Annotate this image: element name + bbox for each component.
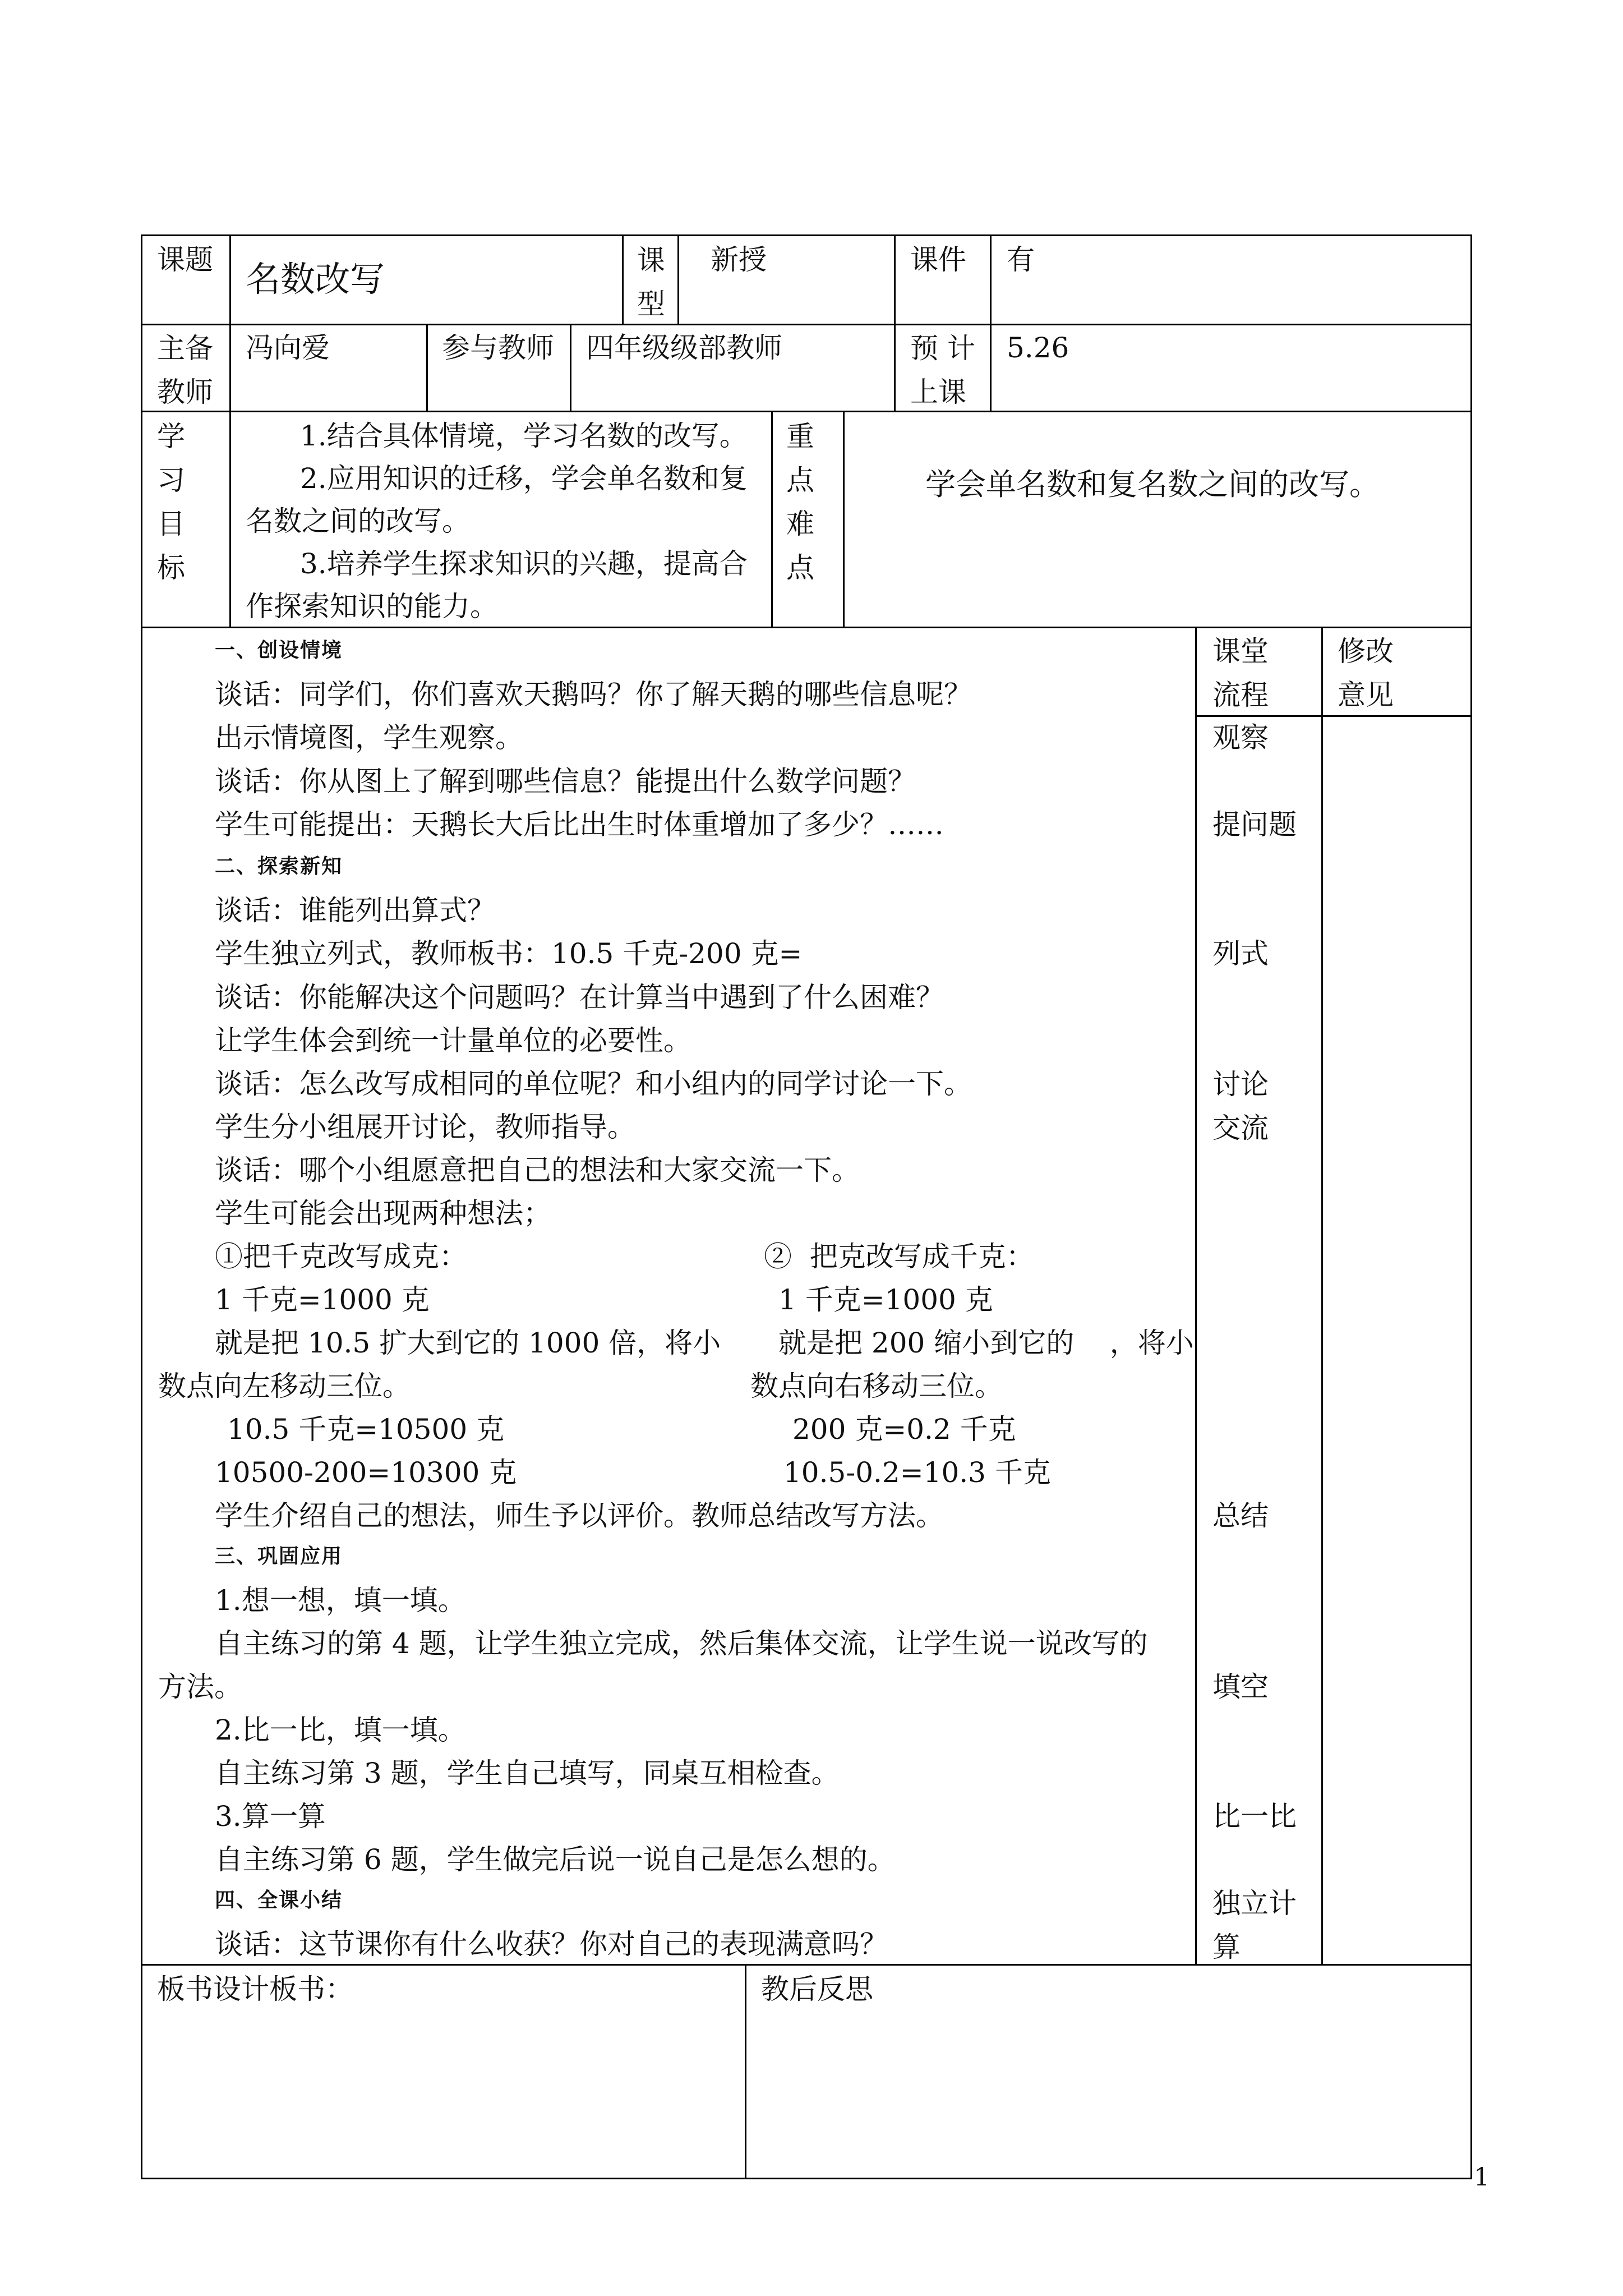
process-line: 出示情境图，学生观察。 [215,721,523,754]
process-line: 学生独立列式，教师板书：10.5 千克-200 克= [215,937,803,970]
courseware-value: 有 [1007,243,1035,276]
section-4-title: 四、全课小结 [215,1889,343,1912]
table-border [570,324,571,412]
process-line: 谈话：你从图上了解到哪些信息？能提出什么数学问题？ [215,765,916,798]
process-line: 1.想一想，填一填。 [215,1584,466,1617]
table-border [141,411,1472,412]
flow-note: 观察 [1212,721,1269,754]
flow-note: 提问题 [1212,808,1297,841]
lesson-topic: 名数改写 [246,259,385,300]
process-line: 学生介绍自己的想法，师生予以评价。教师总结改写方法。 [215,1499,944,1532]
process-line: 让学生体会到统一计量单位的必要性。 [215,1024,691,1057]
process-line: 谈话：同学们，你们喜欢天鹅吗？你了解天鹅的哪些信息呢？ [215,678,972,711]
label-type: 课 型 [637,244,665,320]
section-1-title: 一、创设情境 [215,639,343,662]
label-planned-class: 预 计 上课 [910,332,975,408]
table-border [1321,627,1323,1966]
objective-2: 2.应用知识的迁移，学会单名数和复 [300,462,748,495]
label-key-points: 重 点 难 点 [786,420,814,584]
page-number: 1 [1474,2163,1490,2192]
method-1-line: 10500-200=10300 克 [215,1456,517,1489]
table-border [622,234,624,325]
label-participants: 参与教师 [442,332,554,364]
board-design-label: 板书设计板书： [157,1973,353,2005]
method-2-line: 数点向右移动三位。 [750,1370,1003,1402]
lesson-type: 新授 [711,243,767,276]
flow-note: 独立计 算 [1212,1887,1297,1963]
process-line: 学生可能会出现两种想法； [215,1197,551,1230]
table-border [843,411,845,628]
flow-note: 讨论 交流 [1212,1068,1269,1144]
label-class-flow: 课堂 流程 [1212,635,1269,711]
process-line: 学生可能提出：天鹅长大后比出生时体重增加了多少？…… [215,808,944,841]
table-border [745,1964,746,2179]
label-topic: 课题 [157,243,213,276]
method-1-title: ①把千克改写成克： [215,1240,467,1273]
table-border [1470,234,1472,2179]
table-border [229,234,231,628]
label-courseware: 课件 [910,243,966,276]
objective-3: 3.培养学生探求知识的兴趣，提高合 [300,547,748,580]
objective-2-cont: 名数之间的改写。 [246,505,470,537]
table-border [1195,627,1197,1966]
flow-note: 总结 [1212,1499,1269,1532]
label-objectives: 学 习 目 标 [157,420,185,584]
method-1-line: 1 千克=1000 克 [215,1283,430,1316]
process-line: 2.比一比，填一填。 [215,1714,466,1746]
reflection-label: 教后反思 [761,1973,873,2005]
process-line: 谈话：怎么改写成相同的单位呢？和小组内的同学讨论一下。 [215,1068,972,1100]
method-2-line: 就是把 200 缩小到它的 ，将小 [778,1327,1194,1359]
lead-teacher: 冯向爱 [246,332,330,364]
method-2-line: 200 克=0.2 千克 [792,1413,1016,1446]
table-border [771,411,773,628]
process-line: 谈话：这节课你有什么收获？你对自己的表现满意吗？ [215,1928,888,1961]
process-line: 谈话：谁能列出算式？ [215,894,495,927]
process-line: 学生分小组展开讨论，教师指导。 [215,1111,635,1143]
table-border [141,234,1472,236]
process-line: 谈话：你能解决这个问题吗？在计算当中遇到了什么困难？ [215,981,944,1014]
label-lead-teacher: 主备 教师 [157,332,213,408]
flow-note: 列式 [1212,937,1269,970]
method-1-line: 数点向左移动三位。 [158,1370,411,1402]
objective-1: 1.结合具体情境，学习名数的改写。 [300,420,748,452]
method-2-line: 10.5-0.2=10.3 千克 [783,1456,1051,1489]
section-2-title: 二、探索新知 [215,855,343,878]
table-border [141,324,1472,325]
planned-date: 5.26 [1007,332,1069,364]
process-line: 谈话：哪个小组愿意把自己的想法和大家交流一下。 [215,1154,860,1186]
table-border [677,234,679,325]
method-1-line: 10.5 千克=10500 克 [227,1413,505,1446]
flow-note: 比一比 [1212,1800,1297,1833]
table-border [894,234,896,412]
table-border [141,2178,1472,2179]
process-line: 方法。 [158,1671,242,1703]
process-line: 自主练习的第 4 题，让学生独立完成，然后集体交流，让学生说一说改写的 [215,1627,1148,1660]
flow-note: 填空 [1212,1671,1269,1703]
method-2-title: ② 把克改写成千克： [764,1240,1034,1273]
process-line: 自主练习第 3 题，学生自己填写，同桌互相检查。 [215,1757,840,1789]
table-border [426,324,428,412]
table-border [990,234,992,412]
method-2-line: 1 千克=1000 克 [778,1283,993,1316]
objective-3-cont: 作探索知识的能力。 [246,590,498,623]
process-line: 3.算一算 [215,1800,326,1833]
method-1-line: 就是把 10.5 扩大到它的 1000 倍，将小 [215,1327,721,1359]
section-3-title: 三、巩固应用 [215,1545,343,1568]
label-edit-notes: 修改 意见 [1338,635,1394,711]
table-border [141,234,142,2179]
key-points-text: 学会单名数和复名数之间的改写。 [925,467,1380,502]
process-line: 自主练习第 6 题，学生做完后说一说自己是怎么想的。 [215,1843,896,1876]
participants: 四年级级部教师 [586,332,782,364]
